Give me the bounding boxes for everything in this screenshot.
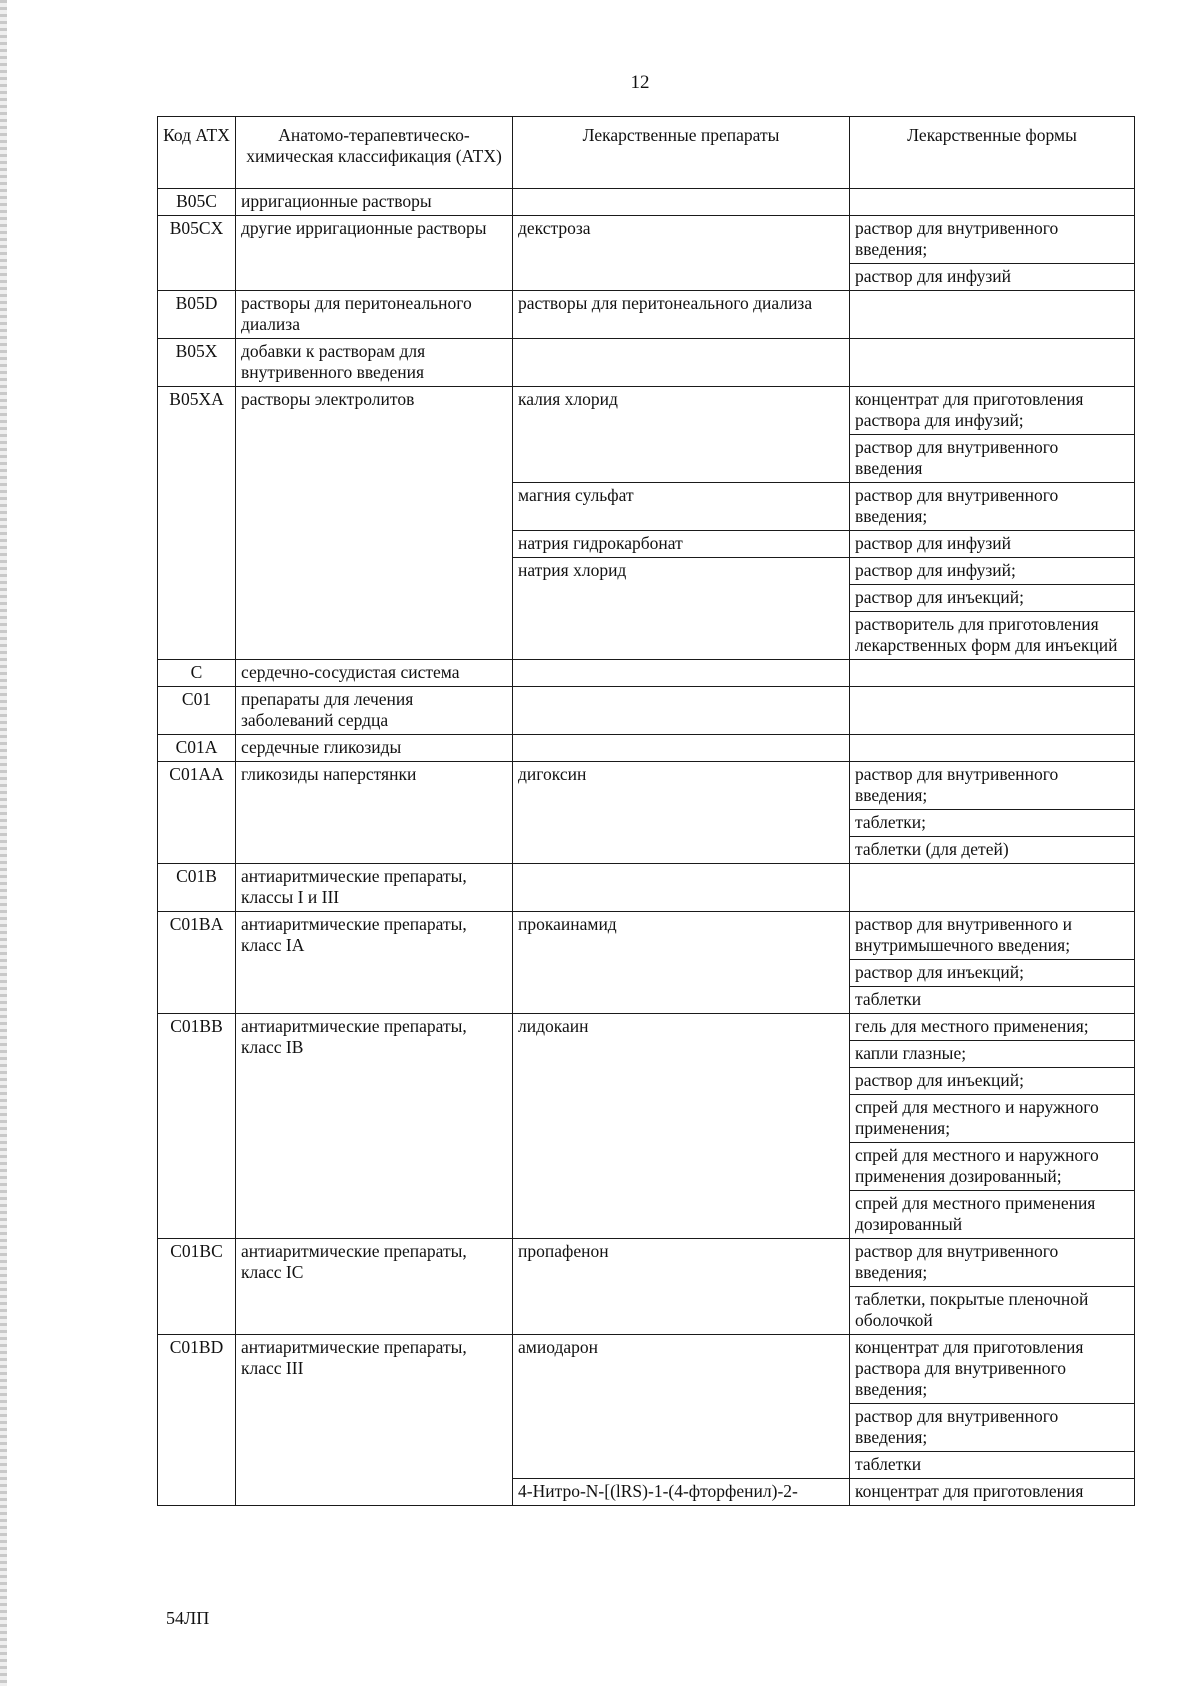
drug-form: таблетки: [850, 1452, 1135, 1479]
drug-form: раствор для внутривенного введения;: [850, 1404, 1135, 1452]
table-header-row: [158, 117, 1135, 189]
drug-name: натрия гидрокарбонат: [513, 531, 850, 558]
drug-form: таблетки (для детей): [850, 837, 1135, 864]
table-row: [158, 1335, 1135, 1404]
atc-code: C01BD: [158, 1335, 236, 1506]
drug-name: магния сульфат: [513, 483, 850, 531]
table-row: [158, 216, 1135, 264]
atc-code: C01BC: [158, 1239, 236, 1335]
drug-form: таблетки;: [850, 810, 1135, 837]
table-row: [158, 864, 1135, 912]
table-row: [158, 762, 1135, 810]
header-group: Анатомо-терапевтическо-химическая классификация (АТХ): [236, 117, 513, 189]
drug-form: таблетки, покрытые пленочной оболочкой: [850, 1287, 1135, 1335]
header-code: Код АТХ: [158, 117, 236, 189]
drug-form: раствор для инфузий;: [850, 558, 1135, 585]
drug-form: [850, 687, 1135, 735]
table-row: [158, 339, 1135, 387]
drug-form: концентрат для приготовления раствора для внутривенного введения;: [850, 1335, 1135, 1404]
drug-form: раствор для инъекций;: [850, 960, 1135, 987]
drug-form: [850, 189, 1135, 216]
drug-name: [513, 339, 850, 387]
atc-code: C01B: [158, 864, 236, 912]
table-row: [158, 291, 1135, 339]
atc-code: C01: [158, 687, 236, 735]
drug-name: дигоксин: [513, 762, 850, 864]
drug-form: раствор для внутривенного введения;: [850, 216, 1135, 264]
drug-name: лидокаин: [513, 1014, 850, 1239]
drug-form: капли глазные;: [850, 1041, 1135, 1068]
drug-form: [850, 660, 1135, 687]
atc-code: C01A: [158, 735, 236, 762]
drug-name: [513, 660, 850, 687]
table-row: [158, 1014, 1135, 1041]
drug-form: раствор для внутривенного введения;: [850, 483, 1135, 531]
drug-form: [850, 864, 1135, 912]
drug-name: растворы для перитонеального диализа: [513, 291, 850, 339]
atc-group: растворы электролитов: [236, 387, 513, 660]
page-number: 12: [630, 72, 650, 93]
atc-group: антиаритмические препараты, классы I и III: [236, 864, 513, 912]
drug-form: спрей для местного и наружного применения дозированный;: [850, 1143, 1135, 1191]
table-body: [158, 189, 1135, 1506]
drug-form: [850, 291, 1135, 339]
drug-name: натрия хлорид: [513, 558, 850, 660]
atc-group: растворы для перитонеального диализа: [236, 291, 513, 339]
drug-form: раствор для инфузий: [850, 531, 1135, 558]
atc-code: B05D: [158, 291, 236, 339]
drug-form: раствор для внутривенного введения;: [850, 1239, 1135, 1287]
drug-name: [513, 189, 850, 216]
atc-group: добавки к растворам для внутривенного введения: [236, 339, 513, 387]
drug-name: амиодарон: [513, 1335, 850, 1479]
table-row: [158, 660, 1135, 687]
atc-code: C: [158, 660, 236, 687]
table-row: [158, 387, 1135, 435]
atc-code: B05CX: [158, 216, 236, 291]
drug-name: декстроза: [513, 216, 850, 291]
table-row: [158, 912, 1135, 960]
drug-name: [513, 687, 850, 735]
atc-group: ирригационные растворы: [236, 189, 513, 216]
drug-form: спрей для местного и наружного применения;: [850, 1095, 1135, 1143]
drug-name: прокаинамид: [513, 912, 850, 1014]
drug-name: калия хлорид: [513, 387, 850, 483]
atc-code: C01AA: [158, 762, 236, 864]
drug-form: [850, 735, 1135, 762]
atc-code: C01BB: [158, 1014, 236, 1239]
drug-form: раствор для внутривенного введения;: [850, 762, 1135, 810]
drug-form: раствор для внутривенного и внутримышечного введения;: [850, 912, 1135, 960]
footer-code: 54ЛП: [166, 1608, 210, 1628]
drug-form: раствор для инъекций;: [850, 1068, 1135, 1095]
drug-name: [513, 735, 850, 762]
atc-group: сердечно-сосудистая система: [236, 660, 513, 687]
drug-form: концентрат для приготовления раствора для инфузий;: [850, 387, 1135, 435]
header-forms: Лекарственные формы: [850, 117, 1135, 189]
atc-code: B05C: [158, 189, 236, 216]
table-row: [158, 1239, 1135, 1287]
table-row: [158, 735, 1135, 762]
table-row: [158, 687, 1135, 735]
drug-form: раствор для инфузий: [850, 264, 1135, 291]
atc-code: B05XA: [158, 387, 236, 660]
atc-code: C01BA: [158, 912, 236, 1014]
atc-group: антиаритмические препараты, класс IB: [236, 1014, 513, 1239]
atc-group: антиаритмические препараты, класс III: [236, 1335, 513, 1506]
atc-group: антиаритмические препараты, класс IC: [236, 1239, 513, 1335]
scan-edge: [0, 0, 7, 1686]
atc-group: препараты для лечения заболеваний сердца: [236, 687, 513, 735]
drug-form: концентрат для приготовления: [850, 1479, 1135, 1506]
drug-name: [513, 864, 850, 912]
drug-form: раствор для внутривенного введения: [850, 435, 1135, 483]
drug-form: раствор для инъекций;: [850, 585, 1135, 612]
drug-form: спрей для местного применения дозированный: [850, 1191, 1135, 1239]
drug-form: растворитель для приготовления лекарственных форм для инъекций: [850, 612, 1135, 660]
drug-name: пропафенон: [513, 1239, 850, 1335]
drug-form: таблетки: [850, 987, 1135, 1014]
drug-form: [850, 339, 1135, 387]
atc-table: [157, 116, 1135, 1506]
atc-group: другие ирригационные растворы: [236, 216, 513, 291]
atc-code: B05X: [158, 339, 236, 387]
atc-group: гликозиды наперстянки: [236, 762, 513, 864]
atc-group: антиаритмические препараты, класс IA: [236, 912, 513, 1014]
drug-form: гель для местного применения;: [850, 1014, 1135, 1041]
atc-group: сердечные гликозиды: [236, 735, 513, 762]
drug-name: 4-Нитро-N-[(lRS)-1-(4-фторфенил)-2-: [513, 1479, 850, 1506]
header-drugs: Лекарственные препараты: [513, 117, 850, 189]
table-row: [158, 189, 1135, 216]
